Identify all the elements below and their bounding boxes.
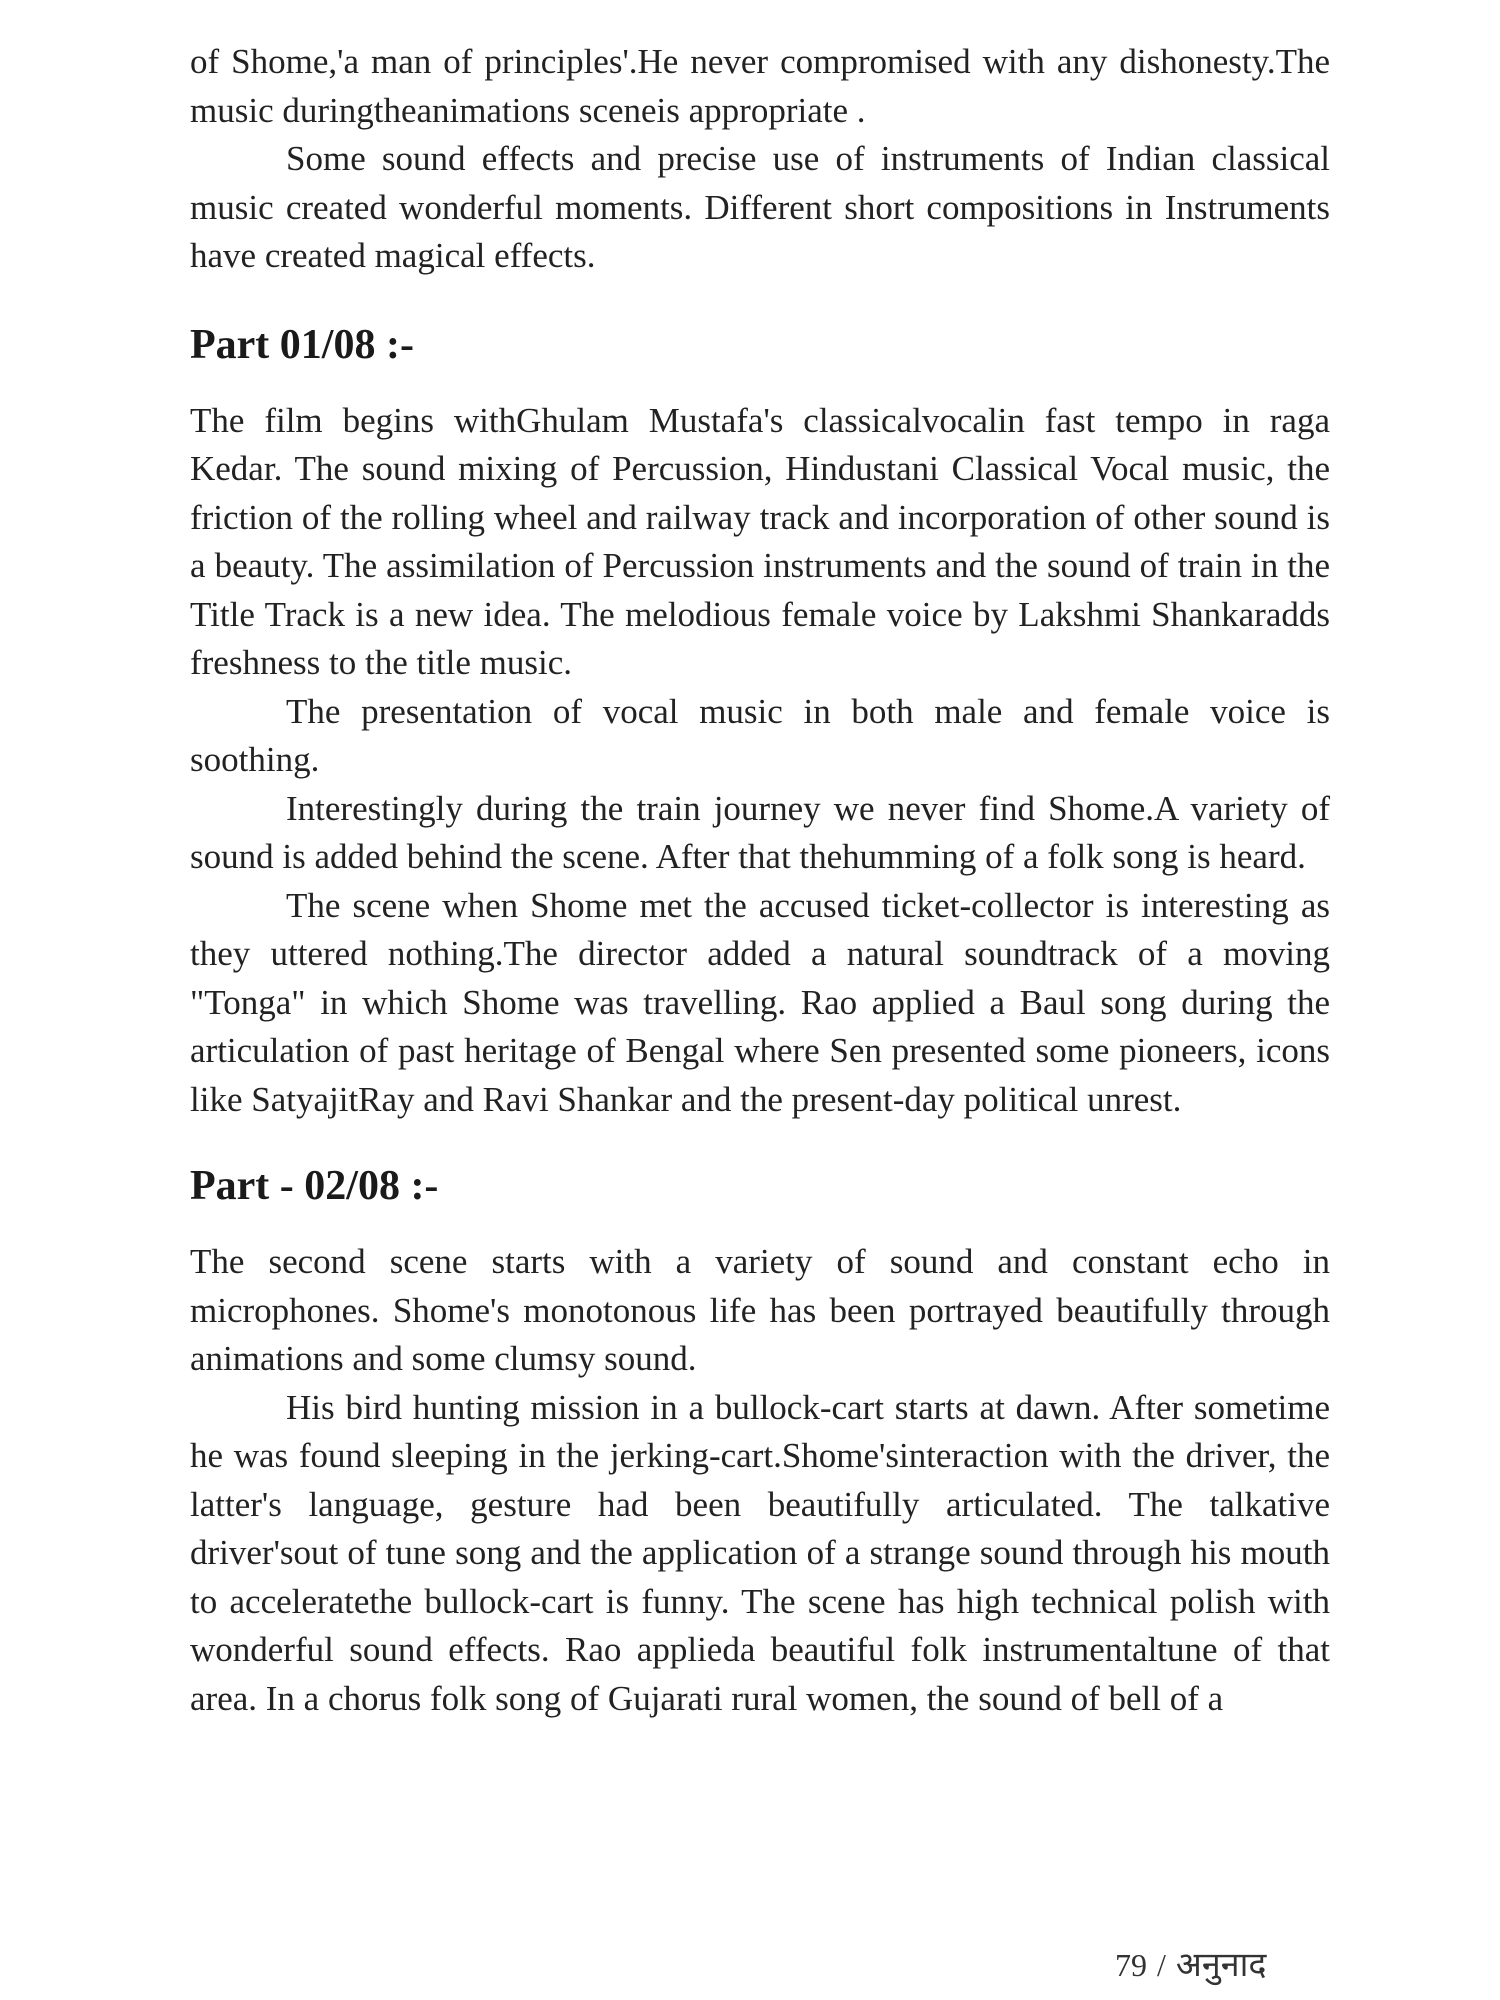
section-heading-part-01: Part 01/08 :- — [190, 321, 414, 368]
footer-separator: / — [1157, 1947, 1166, 1983]
part-01-paragraph-4: The scene when Shome met the accused ticket-collector is interesting as they uttered nothing.The director added a natural soundtrack of a moving "Tonga" in which Shome was travelling. Rao applied a Baul song during the articulation of past heritage of Bengal where Sen presented some pioneers, icons like SatyajitRay and Ravi Shankar and the present-day political unrest. — [190, 885, 1330, 1119]
part-01-paragraph-1: The film begins withGhulam Mustafa's classicalvocalin fast tempo in raga Kedar. The sound mixing of Percussion, Hindustani Classical Vocal music, the friction of the rolling wheel and railway track and incorporation of other sound is a beauty. The assimilation of Percussion instruments and the sound of train in the Title Track is a new idea. The melodious female voice by Lakshmi Shankaradds freshness to the title music. — [190, 400, 1330, 682]
part-01-paragraph-2: The presentation of vocal music in both male and female voice is soothing. — [190, 691, 1330, 779]
part-01-paragraph-3: Interestingly during the train journey we never find Shome.A variety of sound is added behind the scene. After that thehumming of a folk song is heard. — [190, 788, 1330, 876]
section-heading-part-02: Part - 02/08 :- — [190, 1163, 439, 1209]
journal-name: अनुनाद — [1175, 1945, 1267, 1985]
page-footer — [1115, 1945, 1266, 1985]
page-body — [190, 38, 1330, 1723]
part-02-paragraph-2: His bird hunting mission in a bullock-cart starts at dawn. After sometime he was found sleeping in the jerking-cart.Shome'sinteraction with the driver, the latter's language, gesture had been beautifully articulated. The talkative driver'sout of tune song and the application of a strange sound through his mouth to acceleratethe bullock-cart is funny. The scene has high technical polish with wonderful sound effects. Rao applieda beautiful folk instrumentaltune of that area. In a chorus folk song of Gujarati rural women, the sound of bell of a — [190, 1387, 1330, 1718]
page-number: 79 — [1115, 1947, 1147, 1983]
intro-paragraph-2: Some sound effects and precise use of instruments of Indian classical music created wonderful moments. Different short compositions in Instruments have created magical effects. — [190, 139, 1330, 275]
part-02-paragraph-1: The second scene starts with a variety of sound and constant echo in microphones. Shome's monotonous life has been portrayed beautifully through animations and some clumsy sound. — [190, 1242, 1330, 1378]
intro-paragraph-1: of Shome,'a man of principles'.He never compromised with any dishonesty.The music duringtheanimations sceneis appropriate . — [190, 42, 1330, 130]
